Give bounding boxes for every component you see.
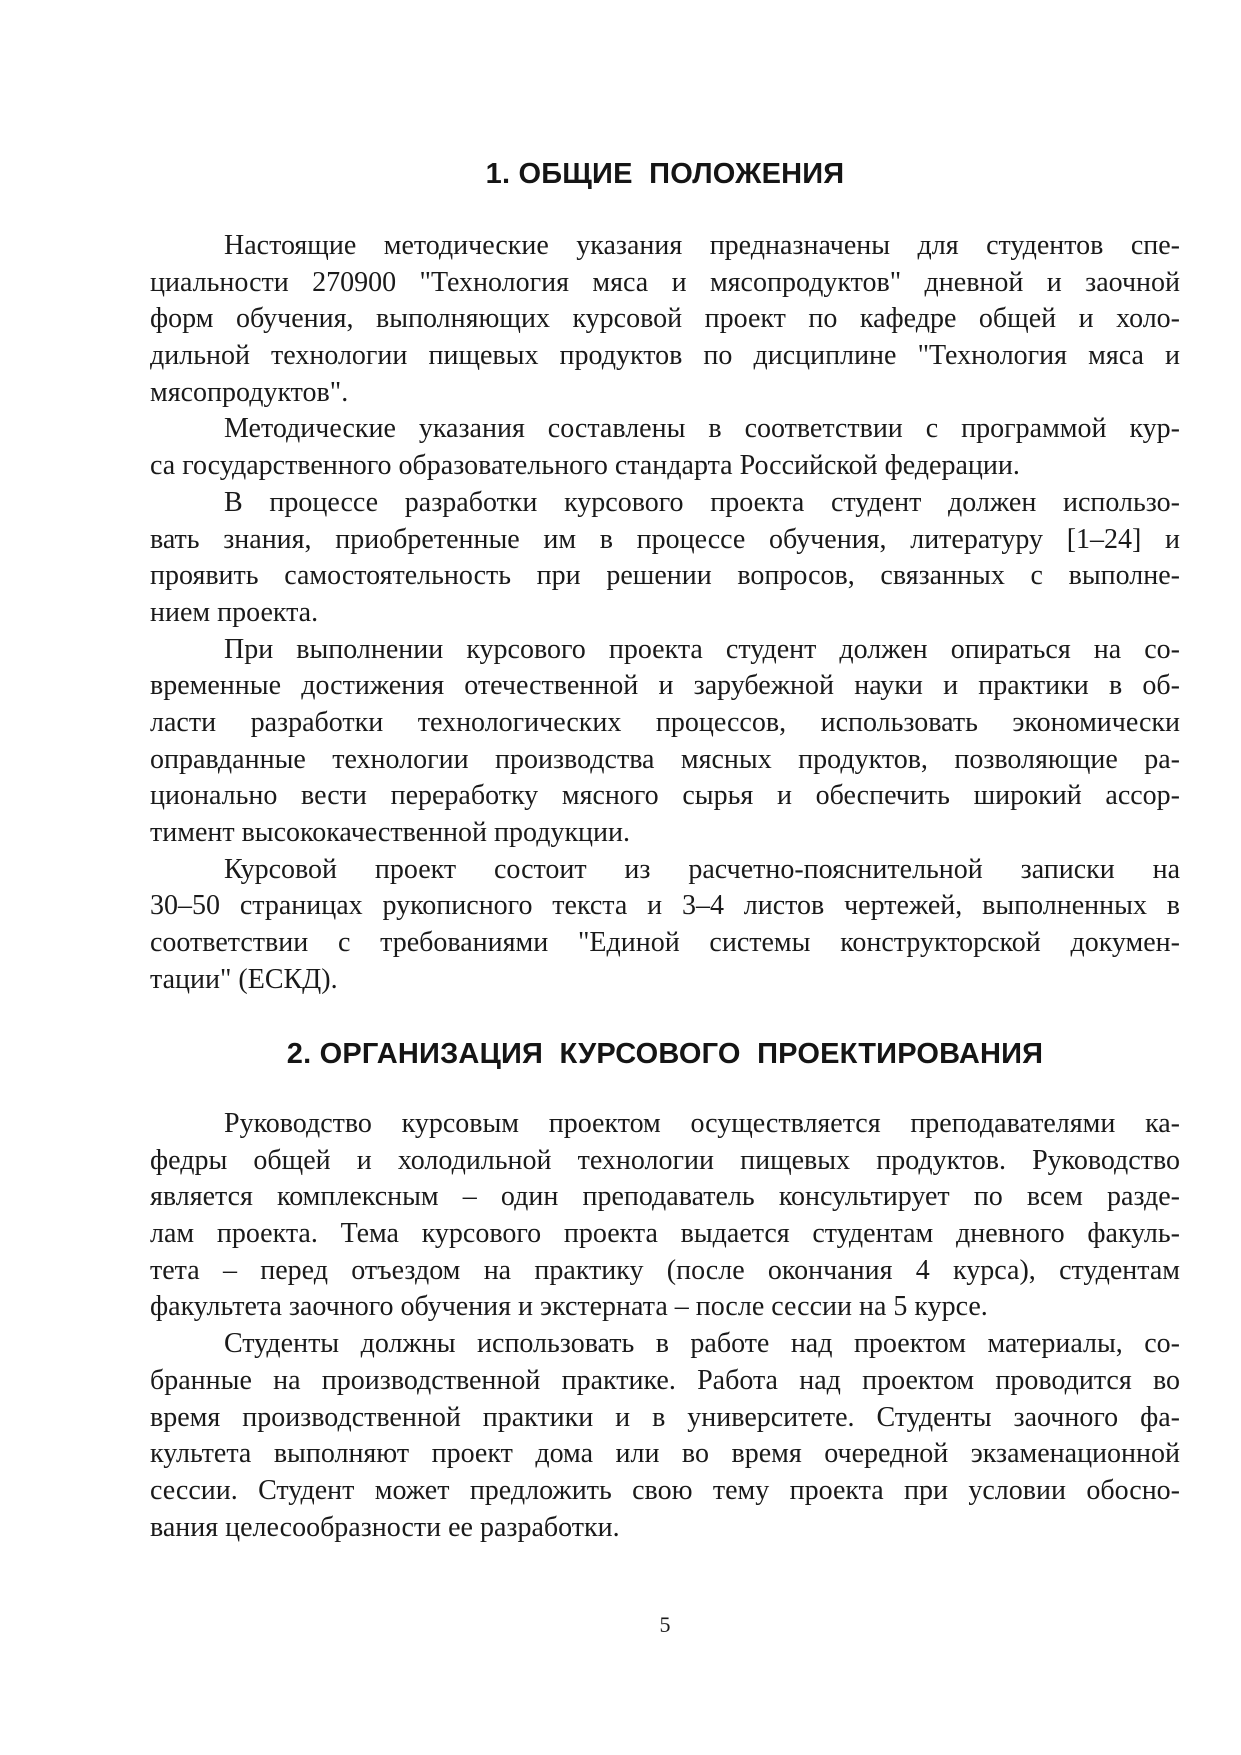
section-general-provisions: [150, 228, 1180, 998]
text-line: ласти разработки технологических процессов, использовать экономически: [150, 706, 1180, 738]
text-line: временные достижения отечественной и зарубежной науки и практики в об-: [150, 670, 1180, 702]
text-line: дильной технологии пищевых продуктов по дисциплине "Технология мяса и: [150, 340, 1180, 372]
section-heading-course-design-organization: 2. ОРГАНИЗАЦИЯ КУРСОВОГО ПРОЕКТИРОВАНИЯ: [286, 1038, 1044, 1070]
text-line: вать знания, приобретенные им в процессе обучения, литературу [1–24] и: [150, 523, 1180, 555]
text-line: федры общей и холодильной технологии пищевых продуктов. Руководство: [150, 1144, 1180, 1176]
text-line: лам проекта. Тема курсового проекта выдается студентам дневного факуль-: [150, 1218, 1180, 1250]
text-line: 30–50 страницах рукописного текста и 3–4 листов чертежей, выполненных в: [150, 890, 1180, 922]
paragraph: [150, 228, 1180, 411]
text-line: мясопродуктов".: [150, 376, 349, 408]
text-line: Студенты должны использовать в работе над проектом материалы, со-: [224, 1328, 1180, 1360]
paragraph: [150, 1326, 1180, 1546]
text-line: проявить самостоятельность при решении вопросов, связанных с выполне-: [150, 560, 1180, 592]
text-line: тации" (ЕСКД).: [150, 963, 338, 995]
section-course-design-organization: [150, 1106, 1180, 1546]
text-line: циальности 270900 "Технология мяса и мясопродуктов" дневной и заочной: [150, 266, 1180, 298]
text-line: оправданные технологии производства мясных продуктов, позволяющие ра-: [150, 743, 1180, 775]
text-line: время производственной практики и в университете. Студенты заочного фа-: [150, 1401, 1180, 1433]
text-line: бранные на производственной практике. Работа над проектом проводится во: [150, 1364, 1180, 1396]
text-line: сессии. Студент может предложить свою тему проекта при условии обосно-: [150, 1474, 1180, 1506]
paragraph: [150, 632, 1180, 852]
paragraph: [150, 411, 1180, 484]
paragraph: [150, 852, 1180, 999]
section-heading-general-provisions: 1. ОБЩИЕ ПОЛОЖЕНИЯ: [485, 158, 845, 190]
text-line: са государственного образовательного стандарта Российской федерации.: [150, 450, 1020, 482]
page-number: 5: [659, 1612, 671, 1637]
text-line: факультета заочного обучения и экстерната – после сессии на 5 курсе.: [150, 1291, 988, 1323]
text-line: культета выполняют проект дома или во время очередной экзаменационной: [150, 1438, 1180, 1470]
text-line: нием проекта.: [150, 596, 319, 628]
text-line: В процессе разработки курсового проекта студент должен использо-: [224, 486, 1180, 518]
text-line: тета – перед отъездом на практику (после окончания 4 курса), студентам: [150, 1254, 1180, 1286]
text-line: соответствии с требованиями "Единой системы конструкторской докумен-: [150, 927, 1180, 959]
text-line: Настоящие методические указания предназначены для студентов спе-: [224, 230, 1180, 261]
text-line: ционально вести переработку мясного сырья и обеспечить широкий ассор-: [150, 780, 1180, 812]
text-line: тимент высококачественной продукции.: [150, 817, 631, 848]
paragraph: [150, 1106, 1180, 1326]
text-line: Методические указания составлены в соответствии с программой кур-: [224, 413, 1180, 445]
text-line: форм обучения, выполняющих курсовой проект по кафедре общей и холо-: [150, 303, 1180, 335]
text-line: Курсовой проект состоит из расчетно-пояснительной записки на: [224, 853, 1180, 885]
paragraph: [150, 485, 1180, 632]
text-line: Руководство курсовым проектом осуществляется преподавателями ка-: [224, 1108, 1180, 1139]
text-line: является комплексным – один преподаватель консультирует по всем разде-: [150, 1181, 1180, 1213]
text-line: вания целесообразности ее разработки.: [150, 1511, 620, 1543]
text-line: При выполнении курсового проекта студент должен опираться на со-: [224, 633, 1180, 665]
